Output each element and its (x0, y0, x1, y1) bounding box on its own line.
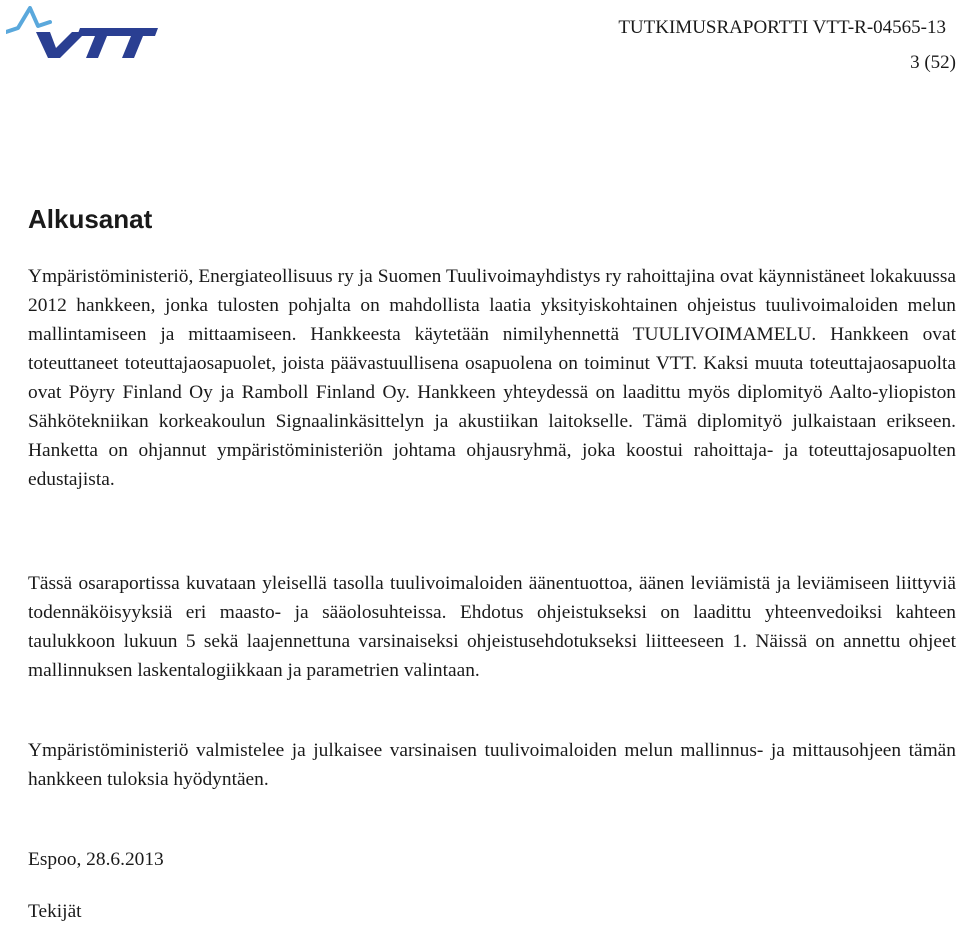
vtt-logo (6, 6, 158, 60)
report-id: TUTKIMUSRAPORTTI VTT-R-04565-13 (618, 17, 946, 38)
authors: Tekijät (28, 901, 82, 922)
paragraph-3: Ympäristöministeriö valmistelee ja julkaisee varsinaisen tuulivoimaloiden melun mallinnus- ja mittausohjeen tämän hankkeen tuloksia hyödyntäen. (28, 740, 956, 790)
paragraph-1: Ympäristöministeriö, Energiateollisuus ry ja Suomen Tuulivoimayhdistys ry rahoittajina ovat käynnistäneet lokakuussa 2012 hankkeen, jonka tulosten pohjalta on mahdollista laatia yksityiskohtainen ohjeistus tuulivoimaloiden melun mallintamiseen ja mittaamiseen. Hankkeesta käytetään nimilyhennettä TUULIVOIMAMELU. Hankkeen ovat toteuttaneet toteuttajaosapuolet, joista päävastuullisena osapuolena on toiminut VTT. Kaksi muuta toteuttajaosapuolta ovat Pöyry Finland Oy ja Ramboll Finland Oy. Hankkeen yhteydessä on laadittu myös diplomityö Aalto-yliopiston Sähkötekniikan korkeakoulun Signaalinkäsittelyn ja akustiikan laitokselle. Tämä diplomityö julkaistaan erikseen. Hanketta on ohjannut ympäristöministeriön johtama ohjausryhmä, joka koostui rahoittaja- ja toteuttajosapuolten edustajista. (28, 266, 956, 490)
page-title: Alkusanat (28, 204, 153, 234)
place-date: Espoo, 28.6.2013 (28, 849, 164, 870)
paragraph-2: Tässä osaraportissa kuvataan yleisellä tasolla tuulivoimaloiden äänentuottoa, äänen leviämistä ja leviämiseen liittyviä todennäköisyyksiä eri maasto- ja sääolosuhteissa. Ehdotus ohjeistukseksi on laadittu yhteenvedoiksi kahteen taulukkoon lukuun 5 sekä laajennettuna varsinaiseksi ohjeistusehdotukseksi liitteeseen 1. Näissä on annettu ohjeet mallinnuksen laskentalogiikkaan ja parametrien valintaan. (28, 573, 956, 681)
page-number: 3 (52) (910, 52, 956, 73)
